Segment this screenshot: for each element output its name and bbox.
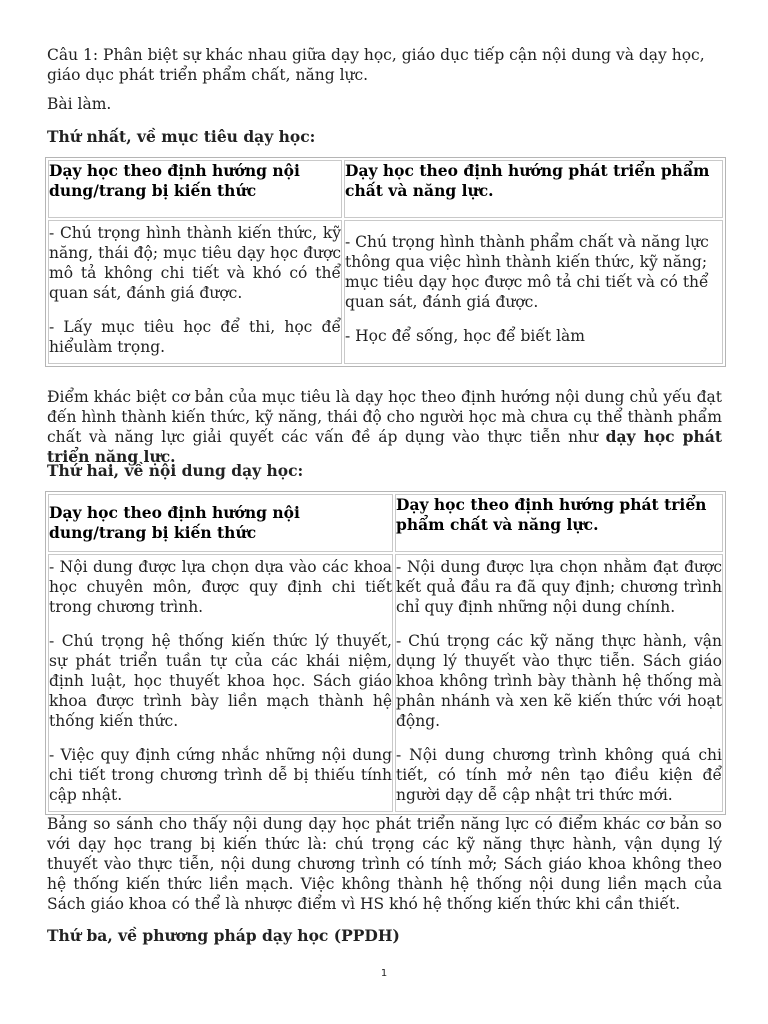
- table-row: [48, 220, 723, 364]
- list-item: - Nội dung được lựa chọn nhằm đạt được kết quả đầu ra đã quy định; chương trình chỉ quy định những nội dung chính.: [396, 558, 722, 616]
- list-item: - Chú trọng hệ thống kiến thức lý thuyết, sự phát triển tuần tự của các khái niệm, định luật, học thuyết khoa học. Sách giáo khoa được trình bày liền mạch thành hệ thống kiến thức.: [49, 632, 392, 730]
- objectives-table: [45, 157, 726, 367]
- section2-heading: Thứ hai, về nội dung dạy học:: [47, 461, 304, 480]
- list-item: - Việc quy định cứng nhắc những nội dung chi tiết trong chương trình dễ bị thiếu tính cập nhật.: [49, 746, 392, 804]
- col1-header: Dạy học theo định hướng nội dung/trang bị kiến thức: [49, 161, 300, 200]
- list-item: - Nội dung được lựa chọn dựa vào các khoa học chuyên môn, được quy định chi tiết trong chương trình.: [49, 558, 392, 616]
- list-item: - Chú trọng hình thành kiến thức, kỹ năng, thái độ; mục tiêu dạy học được mô tả không chi tiết và khó có thể quan sát, đánh giá được.: [49, 224, 341, 302]
- table-header-row: [48, 160, 723, 218]
- col2-header: Dạy học theo định hướng phát triển phẩm chất và năng lực.: [396, 495, 707, 534]
- list-item: - Nội dung chương trình không quá chi tiết, có tính mở nên tạo điều kiện để người dạy dễ cập nhật tri thức mới.: [396, 746, 722, 804]
- section2-paragraph: Bảng so sánh cho thấy nội dung dạy học phát triển năng lực có điểm khác cơ bản so với dạy học trang bị kiến thức là: chú trọng các kỹ năng thực hành, vận dụng lý thuyết vào thực tiễn, nội dung chương trình có tính mở; Sách giáo khoa không theo hệ thống kiến thức liền mạch. Việc không thành hệ thống nội dung liền mạch của Sách giáo khoa có thể là nhược điểm vì HS khó hệ thống kiến thức khi cần thiết.: [47, 815, 722, 913]
- table-header-cell: [48, 160, 342, 218]
- table-header-cell: [395, 494, 723, 552]
- paragraph-text: Điểm khác biệt cơ bản của mục tiêu là dạy học theo định hướng nội dung chủ yếu đạt đến hình thành kiến thức, kỹ năng, thái độ cho người học mà chưa cụ thể thành phẩm chất và năng lực giải quyết các vấn đề áp dụng vào thực tiễn như: [47, 388, 722, 446]
- table-header-cell: [48, 494, 393, 552]
- list-item: - Lấy mục tiêu học để thi, học để hiểulàm trọng.: [49, 318, 341, 356]
- col2-header: Dạy học theo định hướng phát triển phẩm chất và năng lực.: [345, 161, 710, 200]
- section1-heading: Thứ nhất, về mục tiêu dạy học:: [47, 127, 316, 146]
- list-item: - Học để sống, học để biết làm: [345, 327, 585, 345]
- table-cell: [395, 554, 723, 812]
- table-row: [48, 554, 723, 812]
- table-header-cell: [344, 160, 723, 218]
- question-text: Câu 1: Phân biệt sự khác nhau giữa dạy học, giáo dục tiếp cận nội dung và dạy học, giáo dục phát triển phẩm chất, năng lực.: [47, 46, 705, 84]
- page-number: 1: [380, 968, 388, 979]
- content-table: [45, 491, 726, 815]
- table-header-row: [48, 494, 723, 552]
- list-item: - Chú trọng các kỹ năng thực hành, vận dụng lý thuyết vào thực tiễn. Sách giáo khoa không trình bày thành hệ thống mà phân nhánh và xen kẽ kiến thức với hoạt động.: [396, 632, 722, 730]
- col1-header: Dạy học theo định hướng nội dung/trang bị kiến thức: [49, 503, 300, 542]
- answer-label: Bài làm.: [47, 95, 112, 113]
- table-cell: [344, 220, 723, 364]
- table-cell: [48, 220, 342, 364]
- table-cell: [48, 554, 393, 812]
- section3-heading: Thứ ba, về phương pháp dạy học (PPDH): [47, 926, 400, 945]
- list-item: - Chú trọng hình thành phẩm chất và năng lực thông qua việc hình thành kiến thức, kỹ năng; mục tiêu dạy học được mô tả chi tiết và có thể quan sát, đánh giá được.: [345, 233, 709, 311]
- section1-paragraph: [47, 387, 722, 467]
- paragraph-bold-text: dạy học phát triển năng lực.: [47, 427, 722, 466]
